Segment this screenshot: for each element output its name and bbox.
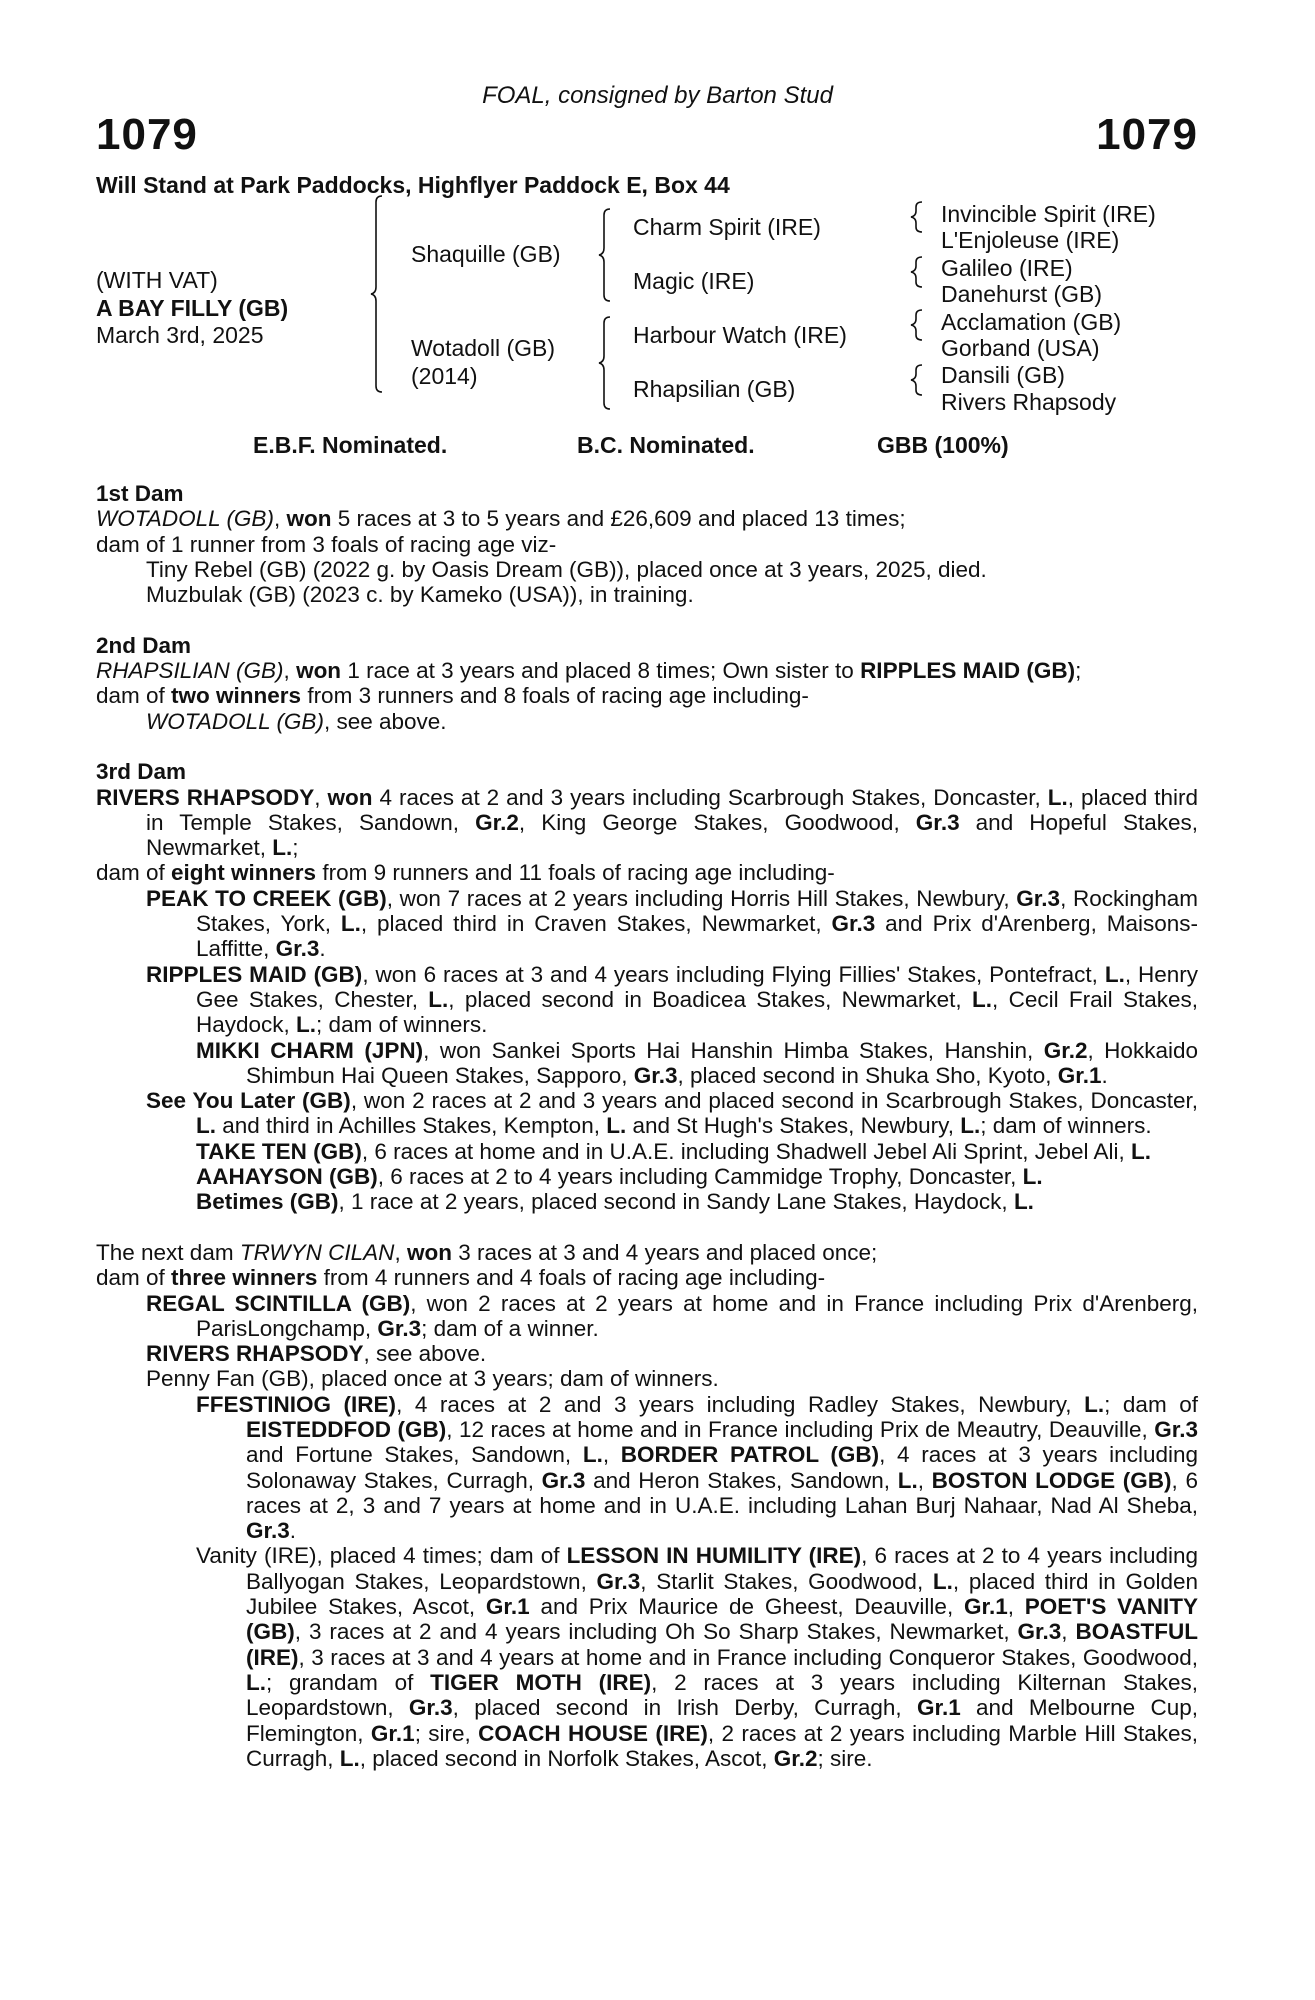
consignor-line: FOAL, consigned by Barton Stud (482, 82, 833, 109)
bold-text: won (327, 784, 373, 810)
bold-text: L. (1084, 1391, 1105, 1417)
curly-brace (598, 316, 610, 410)
entry-text: , 3 races at 3 and 4 years at home and in France including Conqueror Stakes, Goodwood, (298, 1644, 1198, 1670)
bold-text: Gr.3 (596, 1568, 641, 1594)
ebf-nomination: E.B.F. Nominated. (253, 432, 448, 458)
bold-text: Gr.2 (1043, 1037, 1088, 1063)
bold-text: L. (1013, 1189, 1034, 1215)
bold-text: L. (272, 835, 293, 861)
entry-text: , Rockingham Stakes, York, (196, 885, 1199, 937)
pedigree-gen3: Invincible Spirit (IRE) (941, 201, 1156, 227)
entry-text: from 9 runners and 11 foals of racing age including- (316, 860, 835, 886)
entry-text: , 4 races at 3 years including Solonaway Stakes, Curragh, (246, 1442, 1198, 1493)
bold-text: two winners (171, 683, 302, 709)
bold-text: L. (582, 1442, 603, 1468)
bold-text: L. (960, 1113, 981, 1139)
pedigree-gen2: Harbour Watch (IRE) (633, 322, 847, 348)
pedigree-entry (96, 709, 1198, 734)
entry-text: . (1101, 1062, 1108, 1088)
entry-text: Vanity (IRE), placed 4 times; dam of (196, 1543, 567, 1569)
pedigree-entry (96, 1038, 1198, 1089)
entry-text: ; sire, (414, 1720, 479, 1746)
bold-text: RIVERS RHAPSODY (146, 1341, 364, 1367)
entry-text: , placed second in Irish Derby, Curragh, (452, 1695, 917, 1721)
entry-text: , see above. (323, 708, 447, 734)
bc-nomination: B.C. Nominated. (577, 432, 755, 458)
bold-text: Gr.3 (1154, 1416, 1198, 1442)
pedigree-gen2: Charm Spirit (IRE) (633, 214, 821, 240)
pedigree-entry (96, 1291, 1198, 1342)
lot-number-right: 1079 (1096, 110, 1198, 159)
bold-text: Gr.3 (275, 936, 320, 962)
pedigree-entry (96, 962, 1198, 1038)
entry-text: , 4 races at 2 and 3 years including Radley Stakes, Newbury, (396, 1391, 1085, 1417)
bold-text: See You Later (GB) (146, 1088, 351, 1114)
bold-text: Gr.1 (485, 1594, 530, 1620)
entry-text: , placed second in Norfolk Stakes, Ascot, (359, 1745, 774, 1771)
bold-text: Gr.3 (541, 1467, 586, 1493)
curly-brace (370, 195, 382, 393)
entry-text: Tiny Rebel (GB) (2022 g. by Oasis Dream (GB)), placed once at 3 years, 2025, died. (146, 556, 987, 582)
bold-text: TAKE TEN (GB) (196, 1138, 362, 1164)
entry-text: ; sire. (817, 1745, 873, 1771)
bold-text: Gr.1 (1057, 1062, 1102, 1088)
bold-text: Gr.3 (633, 1062, 678, 1088)
bold-text: Gr.1 (916, 1695, 961, 1721)
curly-brace (910, 201, 922, 233)
entry-text: and Prix d'Arenberg, Maisons-Laffitte, (196, 911, 1198, 962)
dam-section (96, 633, 1198, 734)
entry-text: and third in Achilles Stakes, Kempton, (216, 1113, 607, 1139)
entry-text: , 2 races at 3 years including Kilternan Stakes, Leopardstown, (246, 1669, 1199, 1721)
entry-text: . (319, 936, 326, 962)
pedigree-entry (96, 1341, 1198, 1366)
curly-brace (910, 364, 922, 396)
entry-text: ; (1075, 658, 1082, 684)
bold-text: RIPPLES MAID (GB) (146, 961, 363, 987)
bold-text: eight winners (171, 860, 317, 886)
entry-text: and Hopeful Stakes, Newmarket, (146, 809, 1198, 861)
entry-text: , (917, 1467, 932, 1493)
entry-text: , won 2 races at 2 years at home and in France including Prix d'Arenberg, ParisLongchamp, (196, 1290, 1199, 1341)
curly-brace (910, 309, 922, 341)
pedigree-gen2: Rhapsilian (GB) (633, 376, 796, 402)
foal-dob: March 3rd, 2025 (96, 322, 264, 348)
bold-text: Gr.3 (915, 809, 960, 835)
bold-text: won (296, 658, 342, 684)
bold-text: L. (196, 1113, 216, 1139)
pedigree-entry (96, 860, 1198, 885)
dam-section (96, 481, 1198, 607)
entry-text: , see above. (363, 1341, 487, 1367)
bold-text: L. (897, 1467, 918, 1493)
pedigree-dam: Wotadoll (GB) (411, 335, 556, 361)
pedigree-entry (96, 532, 1198, 557)
entry-text: and Prix Maurice de Gheest, Deauville, (529, 1594, 964, 1620)
bold-text: POET'S VANITY (GB) (246, 1594, 1198, 1645)
entry-text: , 12 races at home and in France including Prix de Meautry, Deauville, (446, 1416, 1155, 1442)
bold-text: L. (606, 1113, 627, 1139)
bold-text: Gr.3 (377, 1315, 422, 1341)
entry-text: , Hokkaido Shimbun Hai Queen Stakes, Sapporo, (246, 1037, 1198, 1088)
bold-text: L. (1104, 961, 1125, 987)
entry-text: , 6 races at home and in U.A.E. including Shadwell Jebel Ali Sprint, Jebel Ali, (361, 1138, 1132, 1164)
bold-text: BOSTON LODGE (GB) (931, 1467, 1172, 1493)
bold-text: LESSON IN HUMILITY (IRE) (566, 1543, 862, 1569)
entry-text: , (314, 784, 328, 810)
entry-text: 5 races at 3 to 5 years and £26,609 and placed 13 times; (331, 506, 906, 532)
bold-text: Gr.1 (963, 1594, 1008, 1620)
pedigree-gen3: Dansili (GB) (941, 362, 1065, 388)
entry-text: 3 races at 3 and 4 years and placed once; (451, 1239, 878, 1265)
entry-text: dam of (96, 683, 172, 709)
entry-text: Muzbulak (GB) (2023 c. by Kameko (USA)), in training. (146, 582, 694, 608)
entry-text: , Henry Gee Stakes, Chester, (196, 961, 1198, 1012)
pedigree-gen3: Rivers Rhapsody (941, 389, 1117, 415)
pedigree-gen3: Galileo (IRE) (941, 255, 1073, 281)
bold-text: Gr.3 (246, 1518, 290, 1544)
entry-text: , Cecil Frail Stakes, Haydock, (196, 986, 1198, 1038)
pedigree-entry (96, 1088, 1198, 1139)
entry-text: , Starlit Stakes, Goodwood, (640, 1568, 933, 1594)
section-heading: 2nd Dam (96, 632, 192, 658)
bold-text: RIVERS RHAPSODY (96, 784, 315, 810)
entry-text: 1 race at 3 years and placed 8 times; Own sister to (341, 658, 861, 684)
entry-text: , won Sankei Sports Hai Hanshin Himba Stakes, Hanshin, (423, 1037, 1044, 1063)
pedigree-gen3: Acclamation (GB) (941, 309, 1122, 335)
pedigree-entry (96, 1189, 1198, 1214)
entry-text: Penny Fan (GB), placed once at 3 years; dam of winners. (146, 1366, 719, 1392)
bold-text: L. (340, 911, 361, 937)
entry-text: and Melbourne Cup, Flemington, (246, 1695, 1198, 1746)
entry-text: from 3 runners and 8 foals of racing age including- (301, 683, 809, 709)
bold-text: TIGER MOTH (IRE) (430, 1669, 652, 1695)
bold-text: EISTEDDFOD (GB) (246, 1416, 447, 1442)
entry-text: , placed third in Golden Jubilee Stakes, Ascot, (246, 1568, 1198, 1620)
pedigree-dam-year: (2014) (411, 363, 478, 389)
pedigree-entry (96, 1240, 1198, 1265)
bold-text: Gr.2 (773, 1745, 818, 1771)
entry-text: , 6 races at 2 to 4 years including Ballyogan Stakes, Leopardstown, (246, 1543, 1198, 1594)
bold-text: RIPPLES MAID (GB) (860, 658, 1076, 684)
foal-vat: (WITH VAT) (96, 267, 218, 293)
entry-text: , (602, 1442, 621, 1468)
bold-text: L. (1047, 784, 1068, 810)
pedigree-entry (96, 1139, 1198, 1164)
entry-text: , (1061, 1619, 1076, 1645)
curly-brace (910, 256, 922, 288)
entry-text: . (289, 1518, 297, 1544)
bold-text: Gr.3 (1017, 1619, 1062, 1645)
bold-text: BOASTFUL (IRE) (246, 1619, 1198, 1670)
pedigree-gen3: L'Enjoleuse (IRE) (941, 227, 1120, 253)
entry-text: , 6 races at 2, 3 and 7 years at home and in U.A.E. including Lahan Burj Nahaar, Nad Al Sheba, (246, 1467, 1198, 1518)
entry-text: , (394, 1239, 407, 1265)
entry-text: , won 2 races at 2 and 3 years and placed second in Scarbrough Stakes, Doncaster, (350, 1088, 1198, 1114)
entry-text: , 3 races at 2 and 4 years including Oh So Sharp Stakes, Newmarket, (294, 1619, 1018, 1645)
italic-text: WOTADOLL (GB) (96, 506, 274, 532)
bold-text: won (406, 1239, 452, 1265)
pedigree-gen2: Magic (IRE) (633, 268, 755, 294)
bold-text: Gr.3 (408, 1695, 453, 1721)
bold-text: won (286, 506, 332, 532)
entry-text: , 2 races at 2 years including Marble Hill Stakes, Curragh, (246, 1720, 1198, 1771)
bold-text: COACH HOUSE (IRE) (478, 1720, 708, 1746)
entry-text: dam of (96, 1265, 172, 1291)
pedigree-sire: Shaquille (GB) (411, 241, 561, 267)
pedigree-gen3: Gorband (USA) (941, 335, 1100, 361)
pedigree-entry (96, 1543, 1198, 1771)
bold-text: AAHAYSON (GB) (196, 1164, 378, 1190)
pedigree-entry (96, 506, 1198, 531)
bold-text: L. (296, 1012, 317, 1038)
bold-text: L. (932, 1568, 953, 1594)
pedigree-entry (96, 1366, 1198, 1391)
bold-text: three winners (171, 1265, 318, 1291)
entry-text: and St Hugh's Stakes, Newbury, (626, 1113, 961, 1139)
entry-text: 4 races at 2 and 3 years including Scarbrough Stakes, Doncaster, (372, 784, 1048, 810)
bold-text: L. (972, 986, 992, 1012)
pedigree-entry (96, 582, 1198, 607)
italic-text: TRWYN CILAN (239, 1239, 395, 1265)
pedigree-gen3: Danehurst (GB) (941, 281, 1103, 307)
bold-text: Gr.1 (370, 1720, 415, 1746)
entry-text: dam of 1 runner from 3 foals of racing age viz- (96, 531, 557, 557)
bold-text: Gr.2 (475, 809, 519, 835)
dam-section (96, 1240, 1198, 1771)
bold-text: L. (1022, 1164, 1043, 1190)
entry-text: , placed third in Temple Stakes, Sandown, (146, 784, 1198, 835)
italic-text: RHAPSILIAN (GB) (96, 658, 284, 684)
pedigree-entry (96, 1164, 1198, 1189)
bold-text: L. (1131, 1138, 1152, 1164)
entry-text: ; dam of (1104, 1391, 1199, 1417)
pedigree-entry (96, 1265, 1198, 1290)
pedigree-entry (96, 658, 1198, 683)
dam-section (96, 759, 1198, 1214)
entry-text: ; dam of winners. (980, 1113, 1152, 1139)
bold-text: BORDER PATROL (GB) (620, 1442, 880, 1468)
entry-text: and Heron Stakes, Sandown, (585, 1467, 898, 1493)
bold-text: FFESTINIOG (IRE) (196, 1391, 397, 1417)
entry-text: , 1 race at 2 years, placed second in Sandy Lane Stakes, Haydock, (338, 1189, 1014, 1215)
foal-name: A BAY FILLY (GB) (96, 295, 289, 321)
entry-text: , 6 races at 2 to 4 years including Cammidge Trophy, Doncaster, (377, 1164, 1023, 1190)
bold-text: Betimes (GB) (196, 1189, 339, 1215)
pedigree-entry (96, 886, 1198, 962)
pedigree-entry (96, 1392, 1198, 1544)
bold-text: Gr.3 (831, 911, 876, 937)
catalogue-body (96, 481, 1198, 1796)
entry-text: ; (292, 835, 299, 861)
entry-text: , won 7 races at 2 years including Horris Hill Stakes, Newbury, (386, 885, 1017, 911)
entry-text: , (1007, 1594, 1025, 1620)
entry-text: dam of (96, 860, 172, 886)
section-heading: 1st Dam (96, 481, 184, 506)
bold-text: L. (428, 986, 449, 1012)
entry-text: and Fortune Stakes, Sandown, (246, 1442, 583, 1468)
curly-brace (598, 208, 610, 302)
lot-number-left: 1079 (96, 110, 198, 159)
entry-text: , won 6 races at 3 and 4 years including Flying Fillies' Stakes, Pontefract, (362, 961, 1105, 987)
entry-text: , (283, 658, 297, 684)
entry-text: The next dam (96, 1239, 240, 1265)
entry-text: , placed third in Craven Stakes, Newmarket, (360, 911, 832, 937)
bold-text: L. (339, 1745, 360, 1771)
gbb-status: GBB (100%) (877, 432, 1009, 458)
entry-text: , King George Stakes, Goodwood, (518, 809, 916, 835)
entry-text: , placed second in Shuka Sho, Kyoto, (677, 1062, 1058, 1088)
pedigree-entry (96, 785, 1198, 861)
entry-text: , placed second in Boadicea Stakes, Newmarket, (448, 986, 972, 1012)
stand-location: Will Stand at Park Paddocks, Highflyer Paddock E, Box 44 (96, 172, 730, 198)
bold-text: L. (246, 1669, 266, 1695)
entry-text: from 4 runners and 4 foals of racing age including- (317, 1265, 826, 1291)
bold-text: Gr.3 (1016, 885, 1061, 911)
entry-text: ; dam of winners. (316, 1012, 488, 1038)
entry-text: ; dam of a winner. (421, 1315, 599, 1341)
bold-text: PEAK TO CREEK (GB) (146, 885, 387, 911)
bold-text: MIKKI CHARM (JPN) (196, 1037, 424, 1063)
bold-text: REGAL SCINTILLA (GB) (146, 1290, 411, 1316)
entry-text: , (273, 506, 287, 532)
italic-text: WOTADOLL (GB) (146, 708, 324, 734)
section-heading: 3rd Dam (96, 759, 187, 785)
pedigree-entry (96, 683, 1198, 708)
entry-text: ; grandam of (266, 1669, 431, 1695)
pedigree-entry (96, 557, 1198, 582)
